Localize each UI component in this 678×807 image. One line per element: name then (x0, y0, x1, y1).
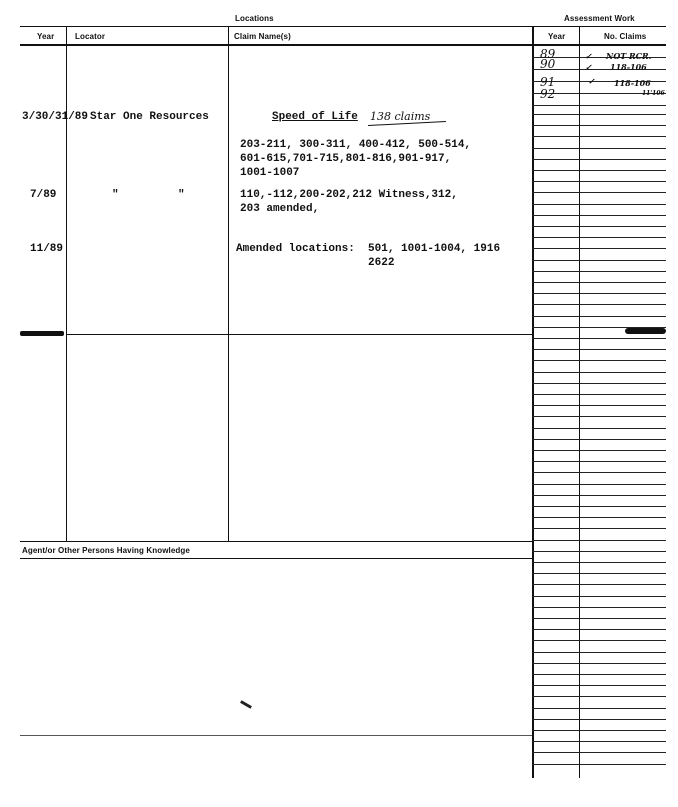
locations-header: Locations (235, 14, 274, 23)
claim-names-column-header: Claim Name(s) (234, 32, 291, 41)
ruled-line (532, 629, 666, 630)
ruled-line (532, 271, 666, 272)
no-claims-column-header: No. Claims (604, 32, 647, 41)
ruled-line (532, 708, 666, 709)
ruled-line (532, 551, 666, 552)
header-top-rule (20, 26, 666, 27)
claim-title: Speed of Life (272, 111, 358, 123)
ruled-line (532, 372, 666, 373)
ruled-line (532, 461, 666, 462)
ruled-line (532, 327, 666, 328)
ruled-line (532, 282, 666, 283)
entry-year: 11/89 (30, 243, 64, 255)
ruled-line (532, 741, 666, 742)
assessment-year: 89 (540, 47, 556, 61)
left-margin-mark (20, 331, 64, 336)
ruled-line (532, 159, 666, 160)
ruled-line (532, 105, 666, 106)
ruled-line (532, 394, 666, 395)
ruled-line (532, 506, 666, 507)
ruled-line (532, 450, 666, 451)
ruled-line (532, 416, 666, 417)
ruled-line (532, 204, 666, 205)
ruled-line (532, 316, 666, 317)
bottom-signature-rule (20, 735, 532, 736)
ruled-line (532, 181, 666, 182)
assessment-check: ✓ (585, 51, 592, 61)
locator-column-header: Locator (75, 32, 106, 41)
assessment-left-border (532, 26, 534, 778)
ruled-line (532, 260, 666, 261)
assessment-check: ✓ (585, 62, 592, 72)
assessment-claims: NOT RCR. (606, 51, 652, 61)
year-column-header: Year (37, 32, 55, 41)
locator-column-divider (66, 26, 67, 541)
assessment-check: ✓ (588, 76, 595, 86)
ruled-line (532, 517, 666, 518)
ruled-line (532, 237, 666, 238)
ruled-line (532, 495, 666, 496)
assessment-year: 91 (540, 75, 556, 89)
ruled-line (532, 573, 666, 574)
claims-text: Amended locations: 501, 1001-1004, 1916 2622 (236, 243, 501, 269)
claims-text: 110,-112,200-202,212 Witness,312, 203 amended, (240, 189, 458, 215)
ruled-line (532, 663, 666, 664)
ruled-line (532, 730, 666, 731)
ruled-line (532, 148, 666, 149)
ruled-line (532, 136, 666, 137)
ruled-line (532, 125, 666, 126)
ruled-line (532, 215, 666, 216)
assessment-work-header: Assessment Work (564, 14, 635, 23)
ditto-mark: " (178, 189, 185, 201)
ruled-line (532, 484, 666, 485)
ruled-line (532, 170, 666, 171)
ruled-line (532, 226, 666, 227)
ruled-line (532, 349, 666, 350)
header-bottom-rule (20, 44, 666, 46)
ruled-line (532, 562, 666, 563)
entry-year: 7/89 (30, 189, 57, 201)
ruled-line (532, 528, 666, 529)
ruled-line (532, 360, 666, 361)
ruled-line (532, 752, 666, 753)
agent-header: Agent/or Other Persons Having Knowledge (22, 546, 190, 555)
claims-text: 203-211, 300-311, 400-412, 500-514, 601-615,701-715,801-816,901-917, 1001-1007 (240, 139, 472, 179)
ruled-line (532, 405, 666, 406)
ruled-line (532, 540, 666, 541)
ruled-line (532, 674, 666, 675)
entry-year: 3/30/31/89 (22, 111, 89, 123)
assessment-year-column-header: Year (548, 32, 566, 41)
agent-top-rule (20, 541, 532, 542)
assessment-claims: 11'106 (642, 90, 665, 97)
ruled-line (532, 304, 666, 305)
ruled-line (532, 192, 666, 193)
ruled-line (532, 472, 666, 473)
assessment-year-divider (579, 26, 580, 778)
ruled-line (532, 428, 666, 429)
left-mid-rule (66, 334, 532, 335)
ruled-line (532, 652, 666, 653)
ruled-line (532, 439, 666, 440)
claim-handwritten-note: 138 claims (370, 110, 431, 123)
right-margin-mark (625, 328, 666, 334)
ruled-line (532, 338, 666, 339)
ruled-line (532, 685, 666, 686)
assessment-year: 92 (540, 87, 556, 101)
ruled-line (532, 248, 666, 249)
ruled-line (532, 719, 666, 720)
ruled-line (532, 607, 666, 608)
ruled-line (532, 596, 666, 597)
ruled-line (532, 640, 666, 641)
assessment-claims: 118-106 (610, 62, 647, 72)
assessment-claims: 118-106 (614, 78, 651, 88)
agent-bottom-rule (20, 558, 532, 559)
ruled-line (532, 383, 666, 384)
pen-mark (240, 700, 252, 709)
ruled-line (532, 114, 666, 115)
entry-locator: Star One Resources (90, 111, 209, 123)
ditto-mark: " (112, 189, 119, 201)
ruled-line (532, 584, 666, 585)
ruled-line (532, 618, 666, 619)
claims-column-divider (228, 26, 229, 541)
ruled-line (532, 764, 666, 765)
ruled-line (532, 696, 666, 697)
ruled-line (532, 293, 666, 294)
assessment-year: 90 (540, 57, 556, 71)
